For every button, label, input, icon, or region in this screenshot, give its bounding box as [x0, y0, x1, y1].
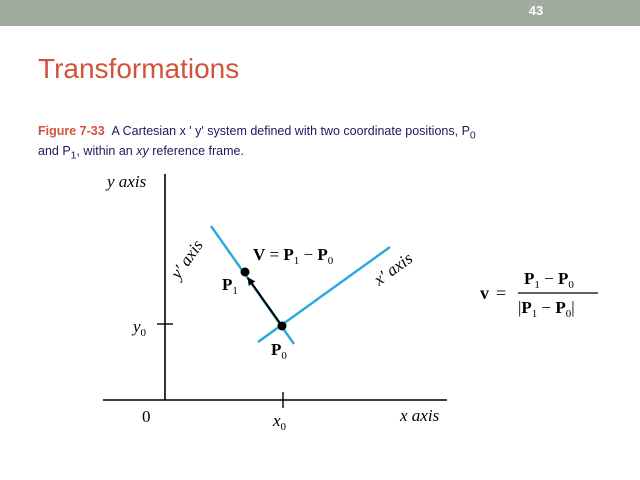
yprime-label: y′ axis	[166, 236, 207, 283]
diagram-svg	[95, 162, 455, 440]
caption-tail: reference frame.	[148, 143, 244, 158]
p1-label: $P_1$	[222, 275, 238, 297]
unit-vector-formula	[478, 263, 608, 323]
x-axis-label: x axis	[400, 406, 440, 425]
x0-label: $x_0$	[273, 411, 287, 433]
xprime-label: x′ axis	[370, 248, 417, 290]
coordinate-diagram	[95, 162, 455, 440]
caption-text: A Cartesian x ' y' system defined with two coordinate positions, P	[111, 124, 470, 138]
y0-label: $y_0$	[133, 317, 147, 339]
formula-eq: =	[496, 283, 507, 303]
header-bar	[0, 0, 640, 26]
formula-svg	[478, 263, 608, 323]
slide-number: 43	[528, 3, 544, 18]
caption-mid: and P	[38, 143, 71, 158]
caption-label: Figure 7-33	[38, 124, 105, 138]
point-p0	[278, 322, 287, 331]
vector-arrow	[248, 278, 282, 326]
origin-label: 0	[142, 407, 151, 426]
vector-equation: $V = P_1 - P_0$	[253, 245, 334, 267]
formula-numerator: $P_1 - P_0$	[524, 269, 574, 291]
p0-label: $P_0$	[271, 340, 287, 362]
caption-xy: xy	[136, 143, 149, 158]
caption-sub1: 1	[70, 150, 77, 161]
slide-title: Transformations	[38, 53, 240, 84]
y-axis-label: y axis	[107, 172, 147, 191]
point-p1	[241, 268, 250, 277]
caption-sub0: 0	[469, 130, 476, 142]
caption-end: , within an	[76, 143, 137, 158]
figure-caption	[38, 124, 478, 163]
formula-denominator: $|P_1 - P_0|$	[518, 298, 575, 320]
formula-lhs: v	[480, 283, 489, 303]
